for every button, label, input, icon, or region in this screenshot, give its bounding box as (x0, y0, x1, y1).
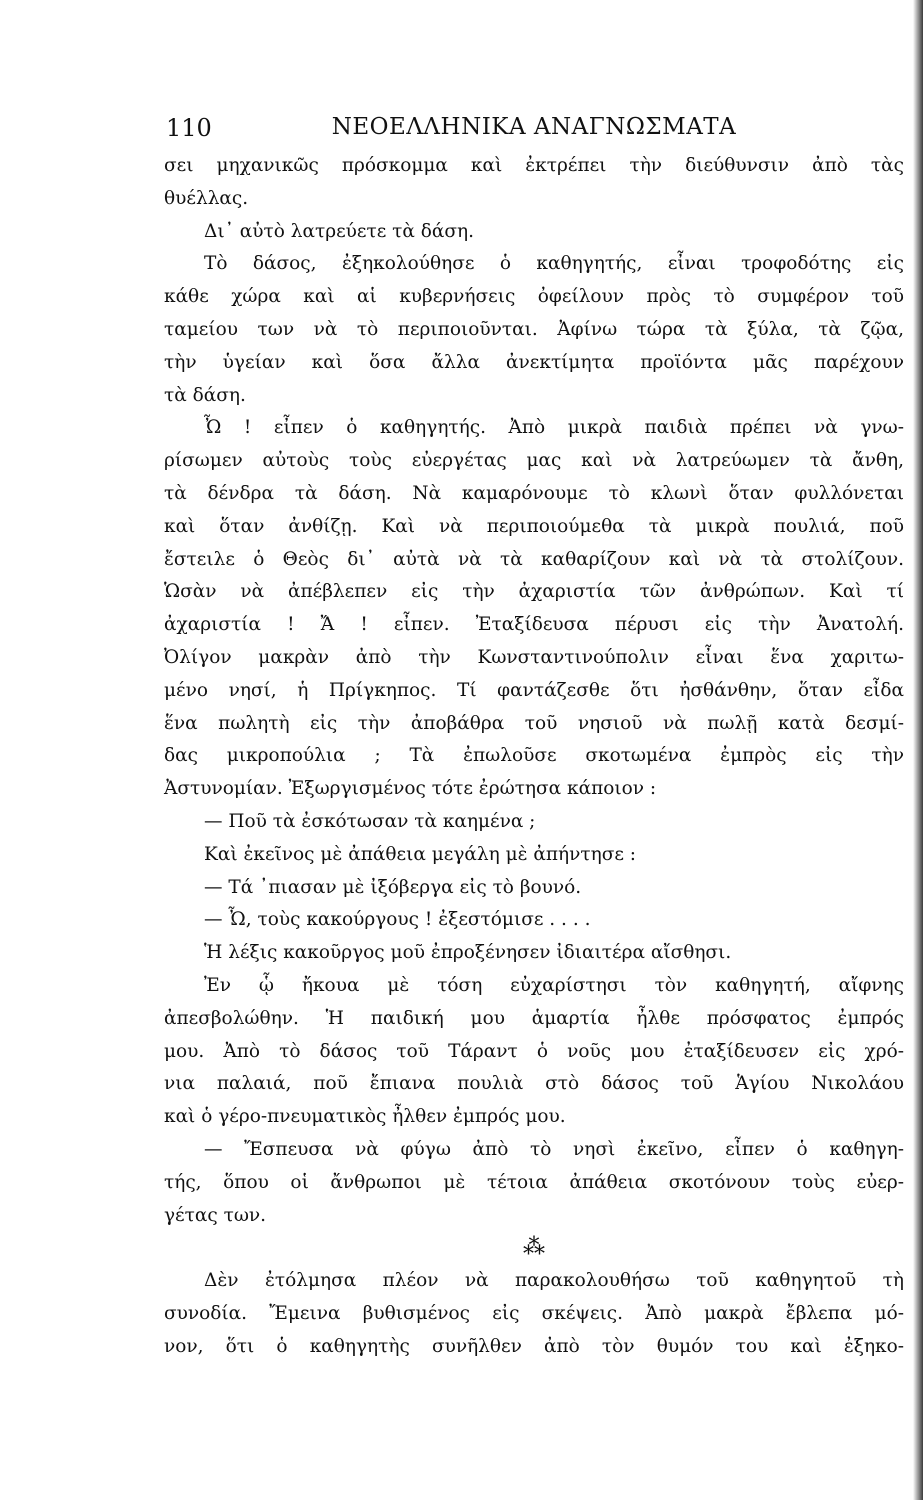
text-line: Ὡσὰν νὰ ἀπέβλεπεν εἰς τὴν ἀχαριστία τῶν ἀνθρώπων. Καὶ τί (164, 581, 904, 603)
text-line: — Ἔσπευσα νὰ φύγω ἀπὸ τὸ νησὶ ἐκεῖνο, εἶπεν ὁ καθηγη- (204, 1138, 904, 1160)
text-line: κάθε χώρα καὶ αἱ κυβερνήσεις ὀφείλουν πρὸς τὸ συμφέρον τοῦ (164, 286, 904, 308)
text-line: καὶ ὅταν ἀνθίζῃ. Καὶ νὰ περιποιούμεθα τὰ μικρὰ πουλιά, ποῦ (164, 515, 904, 537)
text-line: ταμείου των νὰ τὸ περιποιοῦνται. Ἀφίνω τώρα τὰ ξύλα, τὰ ζῷα, (164, 318, 904, 340)
text-line: ρίσωμεν αὐτοὺς τοὺς εὐεργέτας μας καὶ νὰ λατρεύωμεν τὰ ἄνθη, (164, 450, 904, 472)
section-separator: ⁂ (523, 1235, 545, 1261)
text-line: ἔστειλε ὁ Θεὸς δι᾽ αὐτὰ νὰ τὰ καθαρίζουν καὶ νὰ τὰ στολίζουν. (164, 548, 904, 570)
text-line: ἕνα πωλητὴ εἰς τὴν ἀποβάθρα τοῦ νησιοῦ νὰ πωλῇ κατὰ δεσμί- (164, 712, 904, 734)
text-line: μένο νησί, ἡ Πρίγκηπος. Τί φαντάζεσθε ὅτι ἠσθάνθην, ὅταν εἶδα (164, 679, 904, 701)
text-line: Ὀλίγον μακρὰν ἀπὸ τὴν Κωνσταντινούπολιν εἶναι ἕνα χαριτω- (164, 646, 904, 668)
text-line: καὶ ὁ γέρο-πνευματικὸς ἦλθεν ἐμπρός μου. (164, 1106, 566, 1128)
text-line: — Ποῦ τὰ ἐσκότωσαν τὰ καημένα ; (204, 810, 536, 832)
text-line: Ἡ λέξις κακοῦργος μοῦ ἐπροξένησεν ἰδιαιτέρα αἴσθησι. (204, 942, 732, 964)
page-number: 110 (166, 114, 212, 142)
text-line: — Ὦ, τοὺς κακούργους ! ἐξεστόμισε . . . . (204, 909, 591, 931)
body-text (164, 150, 904, 1363)
text-line: σει μηχανικῶς πρόσκομμα καὶ ἐκτρέπει τὴν διεύθυνσιν ἀπὸ τὰς (164, 155, 904, 176)
text-line: τής, ὅπου οἱ ἄνθρωποι μὲ τέτοια ἀπάθεια σκοτόνουν τοὺς εὐερ- (164, 1171, 904, 1193)
page-edge-shadow (913, 0, 923, 1500)
text-line: Δὲν ἐτόλμησα πλέον νὰ παρακολουθήσω τοῦ καθηγητοῦ τὴ (204, 1270, 904, 1292)
text-line: Δι᾽ αὐτὸ λατρεύετε τὰ δάση. (204, 220, 475, 242)
text-line: δας μικροπούλια ; Τὰ ἐπωλοῦσε σκοτωμένα ἐμπρὸς εἰς τὴν (164, 745, 904, 767)
text-line: Ἐν ᾧ ἤκουα μὲ τόση εὐχαρίστησι τὸν καθηγητή, αἴφνης (204, 974, 904, 996)
text-line: Ὦ ! εἶπεν ὁ καθηγητής. Ἀπὸ μικρὰ παιδιὰ πρέπει νὰ γνω- (204, 417, 904, 439)
text-line: τὰ δάση. (164, 384, 246, 406)
text-line: τὴν ὑγείαν καὶ ὅσα ἄλλα ἀνεκτίμητα προϊόντα μᾶς παρέχουν (164, 351, 904, 373)
text-line: Ἀστυνομίαν. Ἐξωργισμένος τότε ἐρώτησα κάποιον : (164, 778, 657, 800)
text-line: Καὶ ἐκεῖνος μὲ ἀπάθεια μεγάλη μὲ ἀπήντησε : (204, 843, 637, 865)
text-line: ἀπεσβολώθην. Ἡ παιδική μου ἁμαρτία ἦλθε πρόσφατος ἐμπρός (164, 1007, 904, 1029)
text-line: γέτας των. (164, 1204, 267, 1226)
text-line: θυέλλας. (164, 187, 249, 209)
text-line: τὰ δένδρα τὰ δάση. Νὰ καμαρόνουμε τὸ κλωνὶ ὅταν φυλλόνεται (164, 482, 904, 504)
text-line: Τὸ δάσος, ἐξηκολούθησε ὁ καθηγητής, εἶναι τροφοδότης εἰς (204, 253, 904, 275)
text-line: συνοδία. Ἔμεινα βυθισμένος εἰς σκέψεις. Ἀπὸ μακρὰ ἔβλεπα μό- (164, 1302, 904, 1324)
text-line: νον, ὅτι ὁ καθηγητὴς συνῆλθεν ἀπὸ τὸν θυμόν του καὶ ἐξηκο- (164, 1335, 904, 1357)
text-line: μου. Ἀπὸ τὸ δάσος τοῦ Τάραντ ὁ νοῦς μου ἐταξίδευσεν εἰς χρό- (164, 1040, 904, 1062)
page-header (166, 114, 902, 148)
running-title: ΝΕΟΕΛΛΗΝΙΚΑ ΑΝΑΓΝΩΣΜΑΤΑ (331, 114, 737, 140)
text-line: ἀχαριστία ! Ἄ ! εἶπεν. Ἐταξίδευσα πέρυσι εἰς τὴν Ἀνατολή. (164, 614, 904, 636)
text-line: — Τά ᾽πιασαν μὲ ἰξόβεργα εἰς τὸ βουνό. (204, 876, 582, 898)
text-line: νια παλαιά, ποῦ ἔπιανα πουλιὰ στὸ δάσος τοῦ Ἁγίου Νικολάου (164, 1073, 904, 1095)
